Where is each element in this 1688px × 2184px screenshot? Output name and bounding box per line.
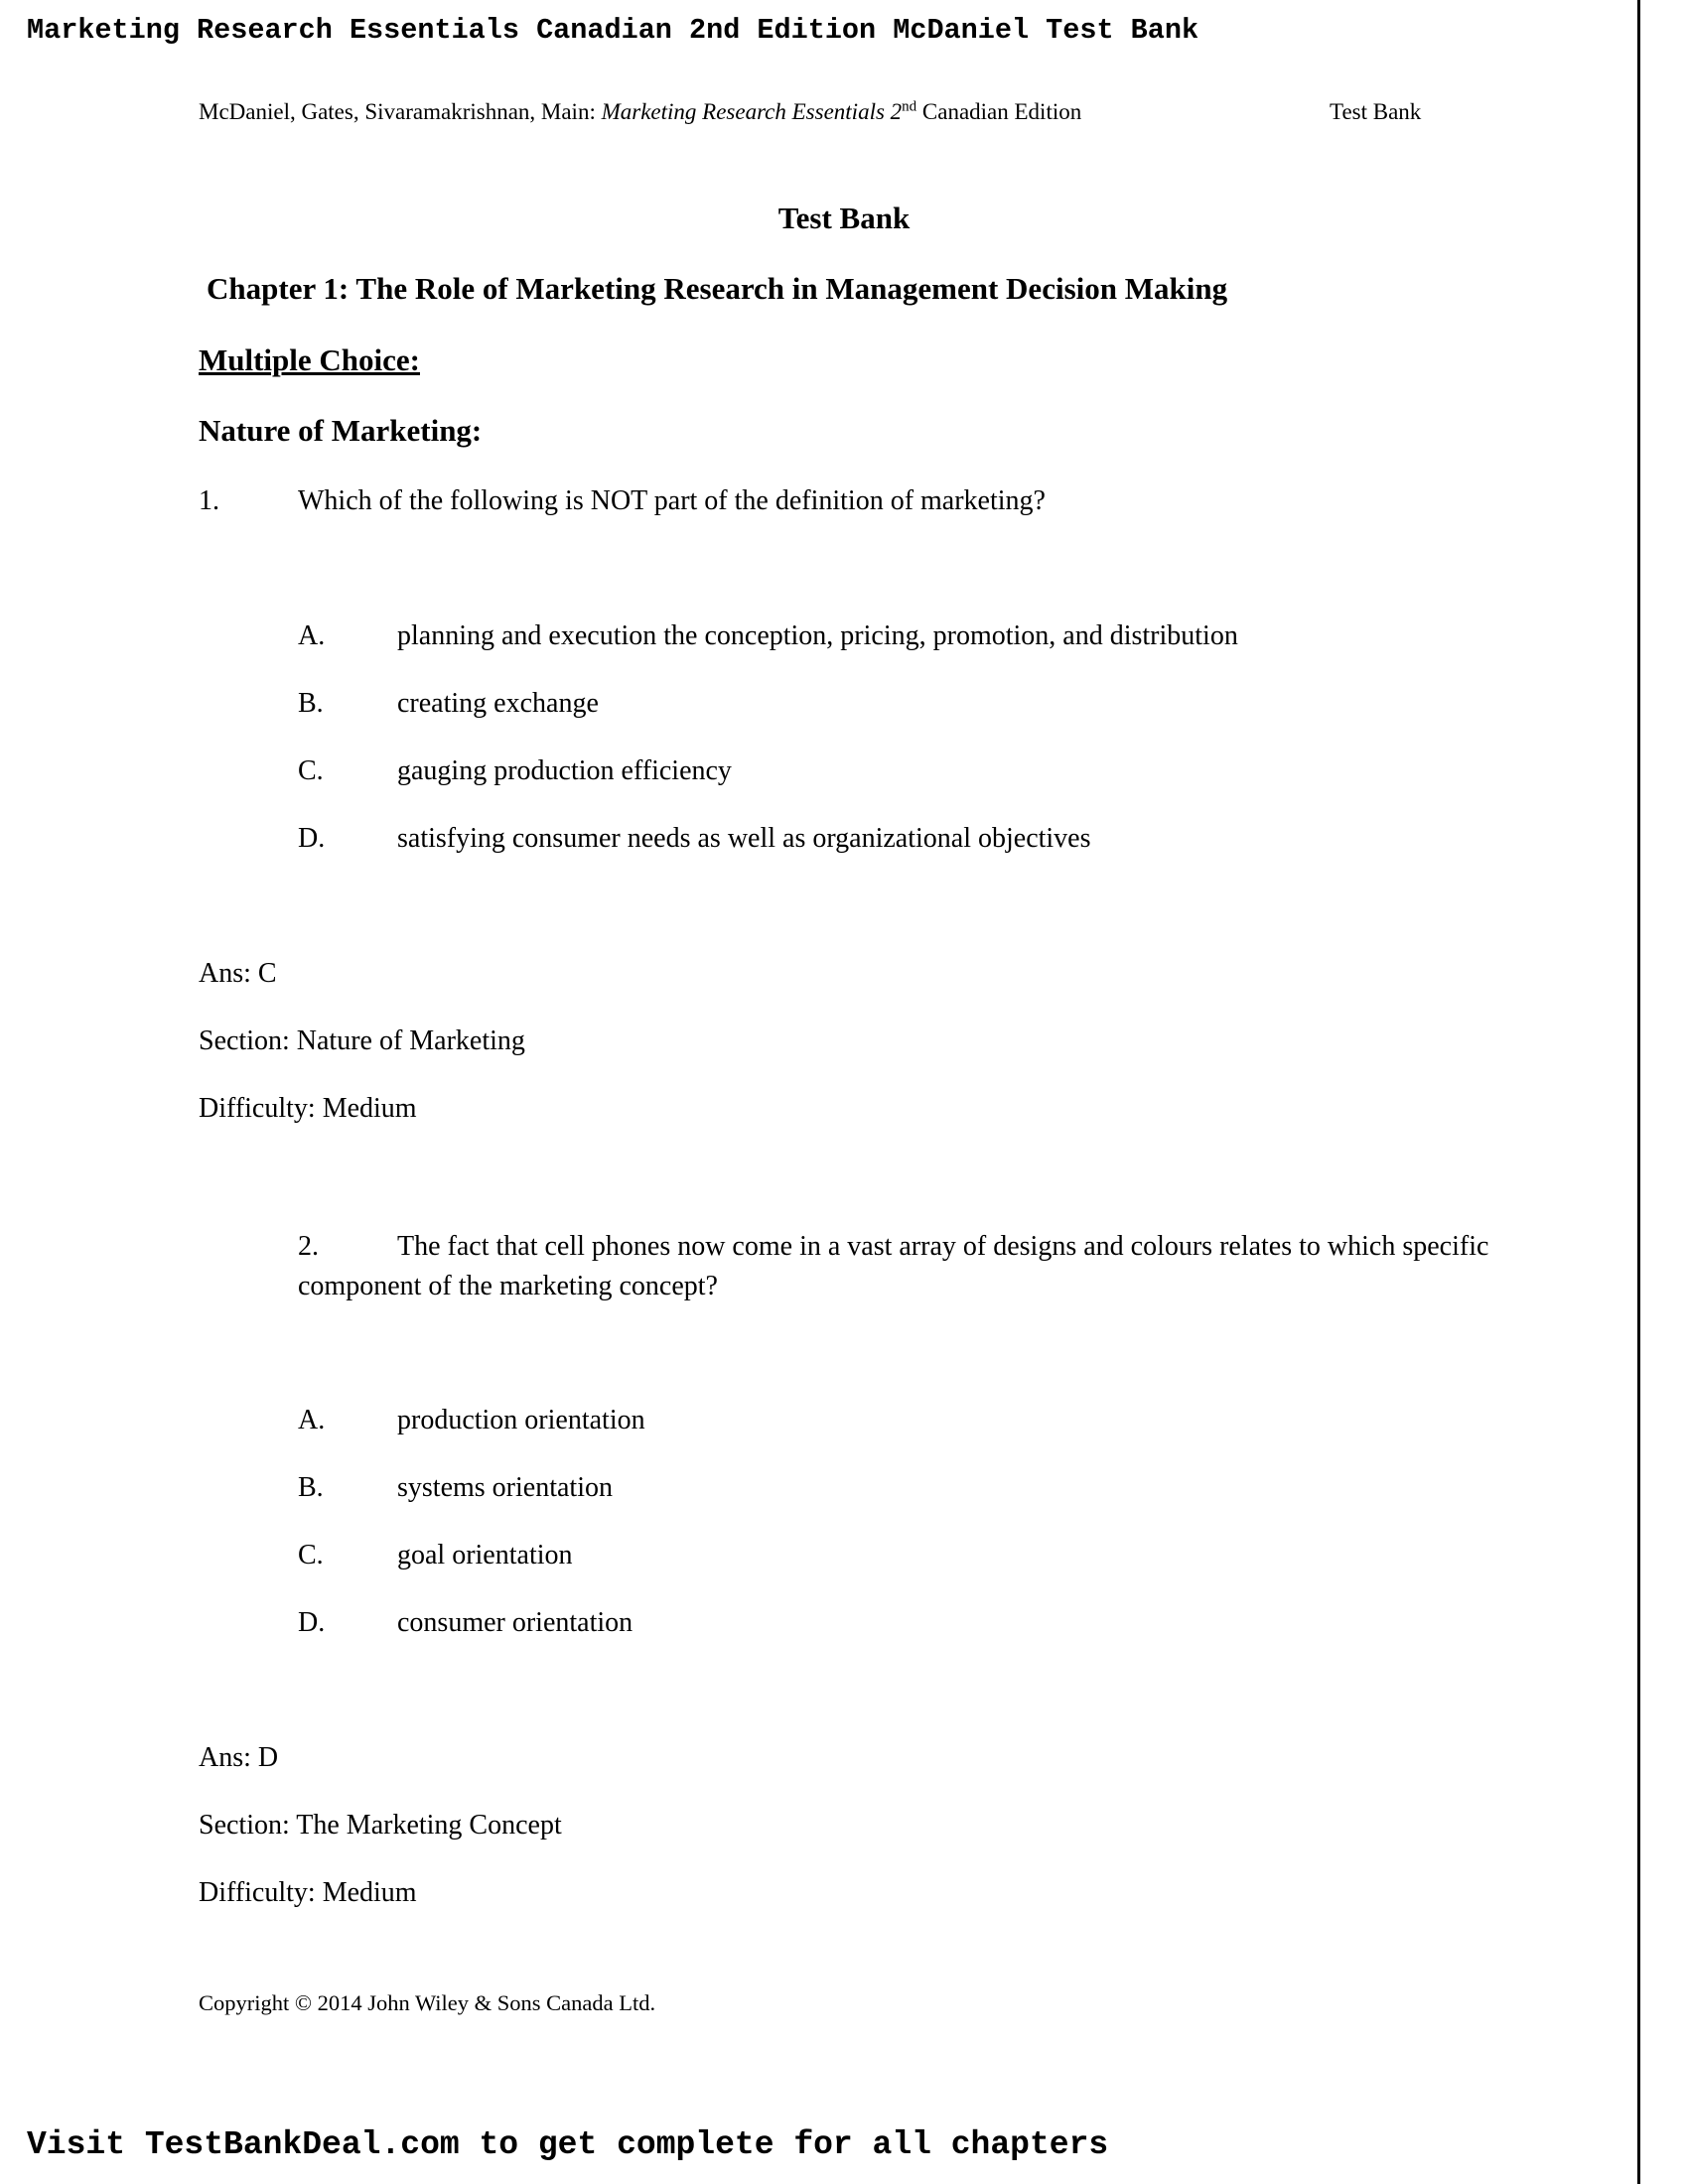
bottom-banner: Visit TestBankDeal.com to get complete for all chapters bbox=[27, 2126, 1109, 2163]
q1-option-b-letter: B. bbox=[298, 688, 324, 719]
q2-option-a-letter: A. bbox=[298, 1405, 326, 1435]
q1-option-d-letter: D. bbox=[298, 823, 326, 854]
q2-option-d-letter: D. bbox=[298, 1607, 326, 1638]
section-heading: Nature of Marketing: bbox=[199, 413, 483, 448]
header-authors: McDaniel, Gates, Sivaramakrishnan, Main: bbox=[199, 99, 602, 124]
q1-option-b-text: creating exchange bbox=[397, 688, 599, 719]
question-2-number: 2. bbox=[298, 1231, 319, 1262]
q2-option-d-text: consumer orientation bbox=[397, 1607, 633, 1638]
copyright-footer: Copyright © 2014 John Wiley & Sons Canada Ltd. bbox=[199, 1990, 656, 2015]
q2-option-a-text: production orientation bbox=[397, 1405, 645, 1435]
q1-option-a-text: planning and execution the conception, pricing, promotion, and distribution bbox=[397, 620, 1238, 651]
q2-option-b-letter: B. bbox=[298, 1472, 324, 1503]
q2-option-c-text: goal orientation bbox=[397, 1540, 573, 1570]
q2-answer: Ans: D bbox=[199, 1742, 279, 1773]
question-2-text: The fact that cell phones now come in a vast array of designs and colours relates to which specific component of the marketing concept? bbox=[298, 1231, 1489, 1301]
q2-option-c-letter: C. bbox=[298, 1540, 324, 1570]
page-title: Test Bank bbox=[777, 201, 911, 235]
q2-option-b-text: systems orientation bbox=[397, 1472, 613, 1503]
q1-option-a-letter: A. bbox=[298, 620, 326, 651]
running-header bbox=[199, 99, 1081, 125]
q2-difficulty: Difficulty: Medium bbox=[199, 1877, 417, 1908]
q1-option-c-text: gauging production efficiency bbox=[397, 755, 732, 786]
q1-answer: Ans: C bbox=[199, 958, 277, 989]
header-right-label: Test Bank bbox=[1330, 99, 1422, 124]
top-banner: Marketing Research Essentials Canadian 2nd Edition McDaniel Test Bank bbox=[27, 14, 1199, 47]
question-1-text: Which of the following is NOT part of the definition of marketing? bbox=[298, 485, 1046, 516]
chapter-title: Chapter 1: The Role of Marketing Research in Management Decision Making bbox=[207, 271, 1228, 306]
q1-section: Section: Nature of Marketing bbox=[199, 1025, 525, 1056]
header-edition: Canadian Edition bbox=[916, 99, 1082, 124]
q1-difficulty: Difficulty: Medium bbox=[199, 1093, 417, 1124]
question-1-number: 1. bbox=[199, 485, 219, 516]
q2-section: Section: The Marketing Concept bbox=[199, 1810, 562, 1841]
header-book-title: Marketing Research Essentials 2 bbox=[601, 99, 903, 124]
q1-option-c-letter: C. bbox=[298, 755, 324, 786]
question-2-block bbox=[298, 1227, 1509, 1306]
header-superscript: nd bbox=[902, 98, 917, 115]
question-type-heading: Multiple Choice: bbox=[199, 342, 420, 377]
q1-option-d-text: satisfying consumer needs as well as organizational objectives bbox=[397, 823, 1091, 854]
